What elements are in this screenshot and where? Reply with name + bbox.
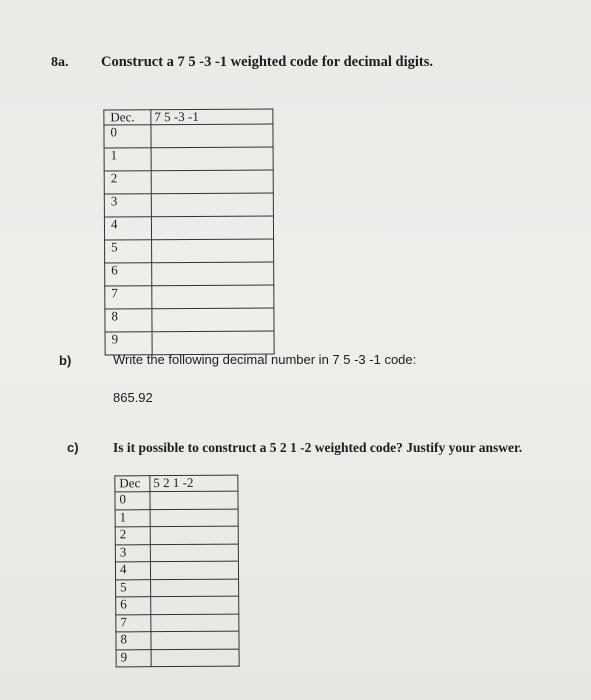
table-row [104, 170, 273, 194]
table-row [116, 579, 239, 597]
table-row [104, 124, 273, 148]
row-code-blank [151, 579, 239, 597]
row-code-blank [152, 308, 274, 332]
question-b-text: Write the following decimal number in 7 5 -3 -1 code: [113, 352, 417, 367]
row-code-blank [151, 147, 273, 171]
row-dec: 4 [115, 562, 150, 580]
question-8a-number: 8a. [51, 55, 69, 70]
header-weights: 7 5 -3 -1 [151, 109, 273, 125]
table-row [116, 614, 239, 632]
table-row [116, 631, 239, 649]
table-row [115, 509, 238, 527]
table-row [105, 262, 274, 286]
table-row [115, 544, 238, 562]
row-dec: 6 [105, 263, 152, 286]
row-dec: 9 [116, 649, 151, 667]
table-row [105, 285, 274, 309]
row-dec: 5 [105, 240, 152, 263]
row-code-blank [152, 285, 274, 309]
row-code-blank [151, 596, 239, 614]
row-dec: 1 [115, 509, 150, 527]
row-dec: 0 [115, 492, 150, 510]
row-code-blank [151, 631, 239, 649]
row-code-blank [151, 170, 273, 194]
row-dec: 4 [104, 217, 151, 240]
table-row [115, 526, 238, 544]
row-dec: 2 [115, 527, 150, 545]
row-code-blank [152, 262, 274, 286]
table-row [115, 491, 238, 509]
row-dec: 6 [116, 597, 151, 615]
row-dec: 3 [104, 194, 151, 217]
row-dec: 1 [104, 148, 151, 171]
row-code-blank [150, 509, 238, 527]
question-8a-text: Construct a 7 5 -3 -1 weighted code for decimal digits. [101, 54, 433, 70]
question-c-text: Is it possible to construct a 5 2 1 -2 weighted code? Justify your answer. [113, 440, 523, 455]
row-code-blank [150, 491, 238, 509]
row-dec: 5 [116, 579, 151, 597]
table-row [104, 193, 273, 217]
table-row [104, 147, 273, 171]
table-header-row [104, 109, 273, 125]
table-row [105, 239, 274, 263]
row-dec: 7 [116, 614, 151, 632]
row-dec: 0 [104, 125, 151, 148]
row-dec: 2 [104, 171, 151, 194]
header-dec: Dec [115, 476, 150, 492]
table-row [115, 561, 238, 579]
row-code-blank [151, 193, 273, 217]
weighted-code-table-7-5-n3-n1 [103, 109, 274, 356]
row-code-blank [151, 649, 239, 667]
row-dec: 9 [105, 332, 152, 355]
question-b-number: b) [59, 353, 72, 368]
row-code-blank [151, 216, 273, 240]
row-code-blank [150, 544, 238, 562]
row-code-blank [150, 526, 238, 544]
question-b-value: 865.92 [113, 390, 153, 405]
weighted-code-table-5-2-1-n2 [114, 475, 239, 668]
header-weights: 5 2 1 -2 [150, 475, 238, 492]
header-dec: Dec. [104, 110, 151, 125]
table-row [104, 216, 273, 240]
row-dec: 3 [115, 544, 150, 562]
row-code-blank [150, 561, 238, 579]
row-dec: 8 [116, 632, 151, 650]
table-row [116, 596, 239, 614]
row-code-blank [152, 239, 274, 263]
table-row [105, 308, 274, 332]
row-code-blank [151, 124, 273, 148]
row-dec: 7 [105, 286, 152, 309]
table-row [116, 649, 239, 667]
table-header-row [115, 475, 238, 492]
row-dec: 8 [105, 309, 152, 332]
question-c-number: c) [67, 440, 79, 455]
row-code-blank [151, 614, 239, 632]
